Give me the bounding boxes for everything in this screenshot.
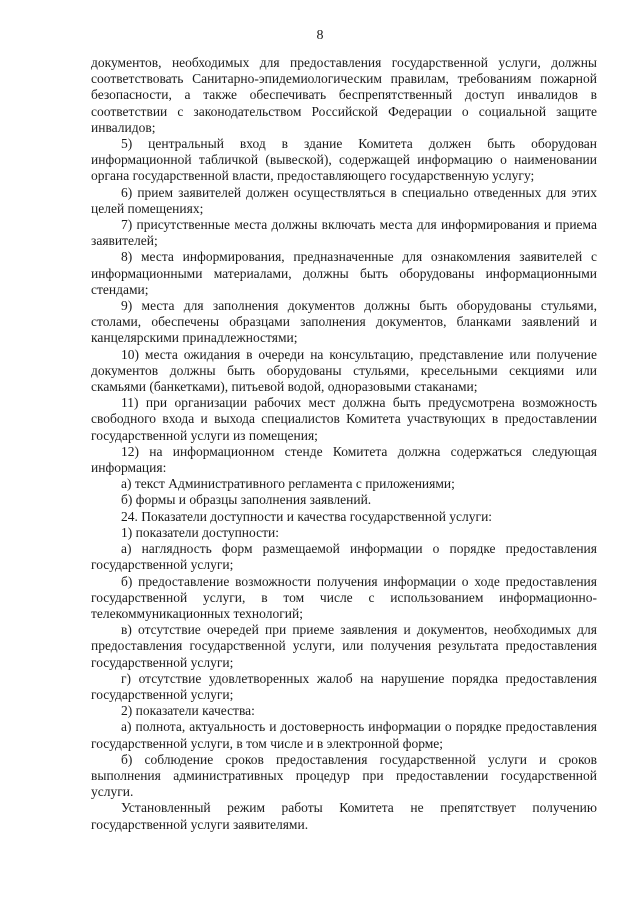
paragraph-continuation: документов, необходимых для предоставления государственной услуги, должны соответствовать Санитарно-эпидемиологическим правилам, требованиям пожарной безопасности, а также обеспечивать беспрепятственный доступ инвалидов в соответствии с законодательством Российской Федерации о социальной защите инвалидов; [91, 55, 597, 135]
paragraph-accessibility-g: г) отсутствие удовлетворенных жалоб на нарушение порядка предоставления государственной услуги; [91, 670, 597, 702]
page-number: 8 [316, 28, 324, 43]
paragraph-accessibility-a: а) наглядность форм размещаемой информации о порядке предоставления государственной услуги; [91, 541, 597, 573]
paragraph-subitem-b: б) формы и образцы заполнения заявлений. [121, 492, 372, 508]
paragraph-section-24: 24. Показатели доступности и качества государственной услуги: [121, 508, 493, 524]
paragraph-accessibility-heading: 1) показатели доступности: [121, 524, 279, 540]
paragraph-item-10: 10) места ожидания в очереди на консультацию, представление или получение документов должны быть оборудованы стульями, кресельными секциями или скамьями (банкетками), питьевой водой, одноразовыми стаканами; [91, 346, 597, 395]
paragraph-quality-b: б) соблюдение сроков предоставления государственной услуги и сроков выполнения административных процедур при предоставлении государственной услуги. [91, 751, 597, 800]
paragraph-item-8: 8) места информирования, предназначенные для ознакомления заявителей с информационными материалами, должны быть оборудованы информационными стендами; [91, 249, 597, 297]
paragraph-item-6: 6) прием заявителей должен осуществляться в специально отведенных для этих целей помещениях; [91, 184, 597, 216]
paragraph-item-9: 9) места для заполнения документов должны быть оборудованы стульями, столами, обеспечены образцами заполнения документов, бланками заявлений и канцелярскими принадлежностями; [91, 298, 597, 346]
paragraph-quality-heading: 2) показатели качества: [121, 703, 255, 719]
paragraph-item-12: 12) на информационном стенде Комитета должна содержаться следующая информация: [91, 443, 597, 476]
paragraph-item-5: 5) центральный вход в здание Комитета должен быть оборудован информационной табличкой (вывеской), содержащей информацию о наименовании органа государственной власти, предоставляющего государственную услугу; [91, 136, 597, 184]
document-body [91, 55, 597, 833]
paragraph-accessibility-v: в) отсутствие очередей при приеме заявления и документов, необходимых для предоставления государственной услуги, или получения результата предоставления государственной услуги; [91, 622, 597, 670]
paragraph-closing: Установленный режим работы Комитета не препятствует получению государственной услуги заявителями. [91, 800, 597, 832]
paragraph-item-11: 11) при организации рабочих мест должна быть предусмотрена возможность свободного входа и выхода специалистов Комитета участвующих в предоставлении государственной услуги из помещения; [91, 395, 597, 443]
paragraph-subitem-a: а) текст Административного регламента с приложениями; [121, 476, 455, 492]
paragraph-quality-a: а) полнота, актуальность и достоверность информации о порядке предоставления государственной услуги, в том числе и в электронной форме; [91, 719, 597, 751]
paragraph-accessibility-b: б) предоставление возможности получения информации о ходе предоставления государственной услуги, в том числе с использованием информационно-телекоммуникационных технологий; [91, 573, 597, 621]
paragraph-item-7: 7) присутственные места должны включать места для информирования и приема заявителей; [91, 217, 597, 249]
